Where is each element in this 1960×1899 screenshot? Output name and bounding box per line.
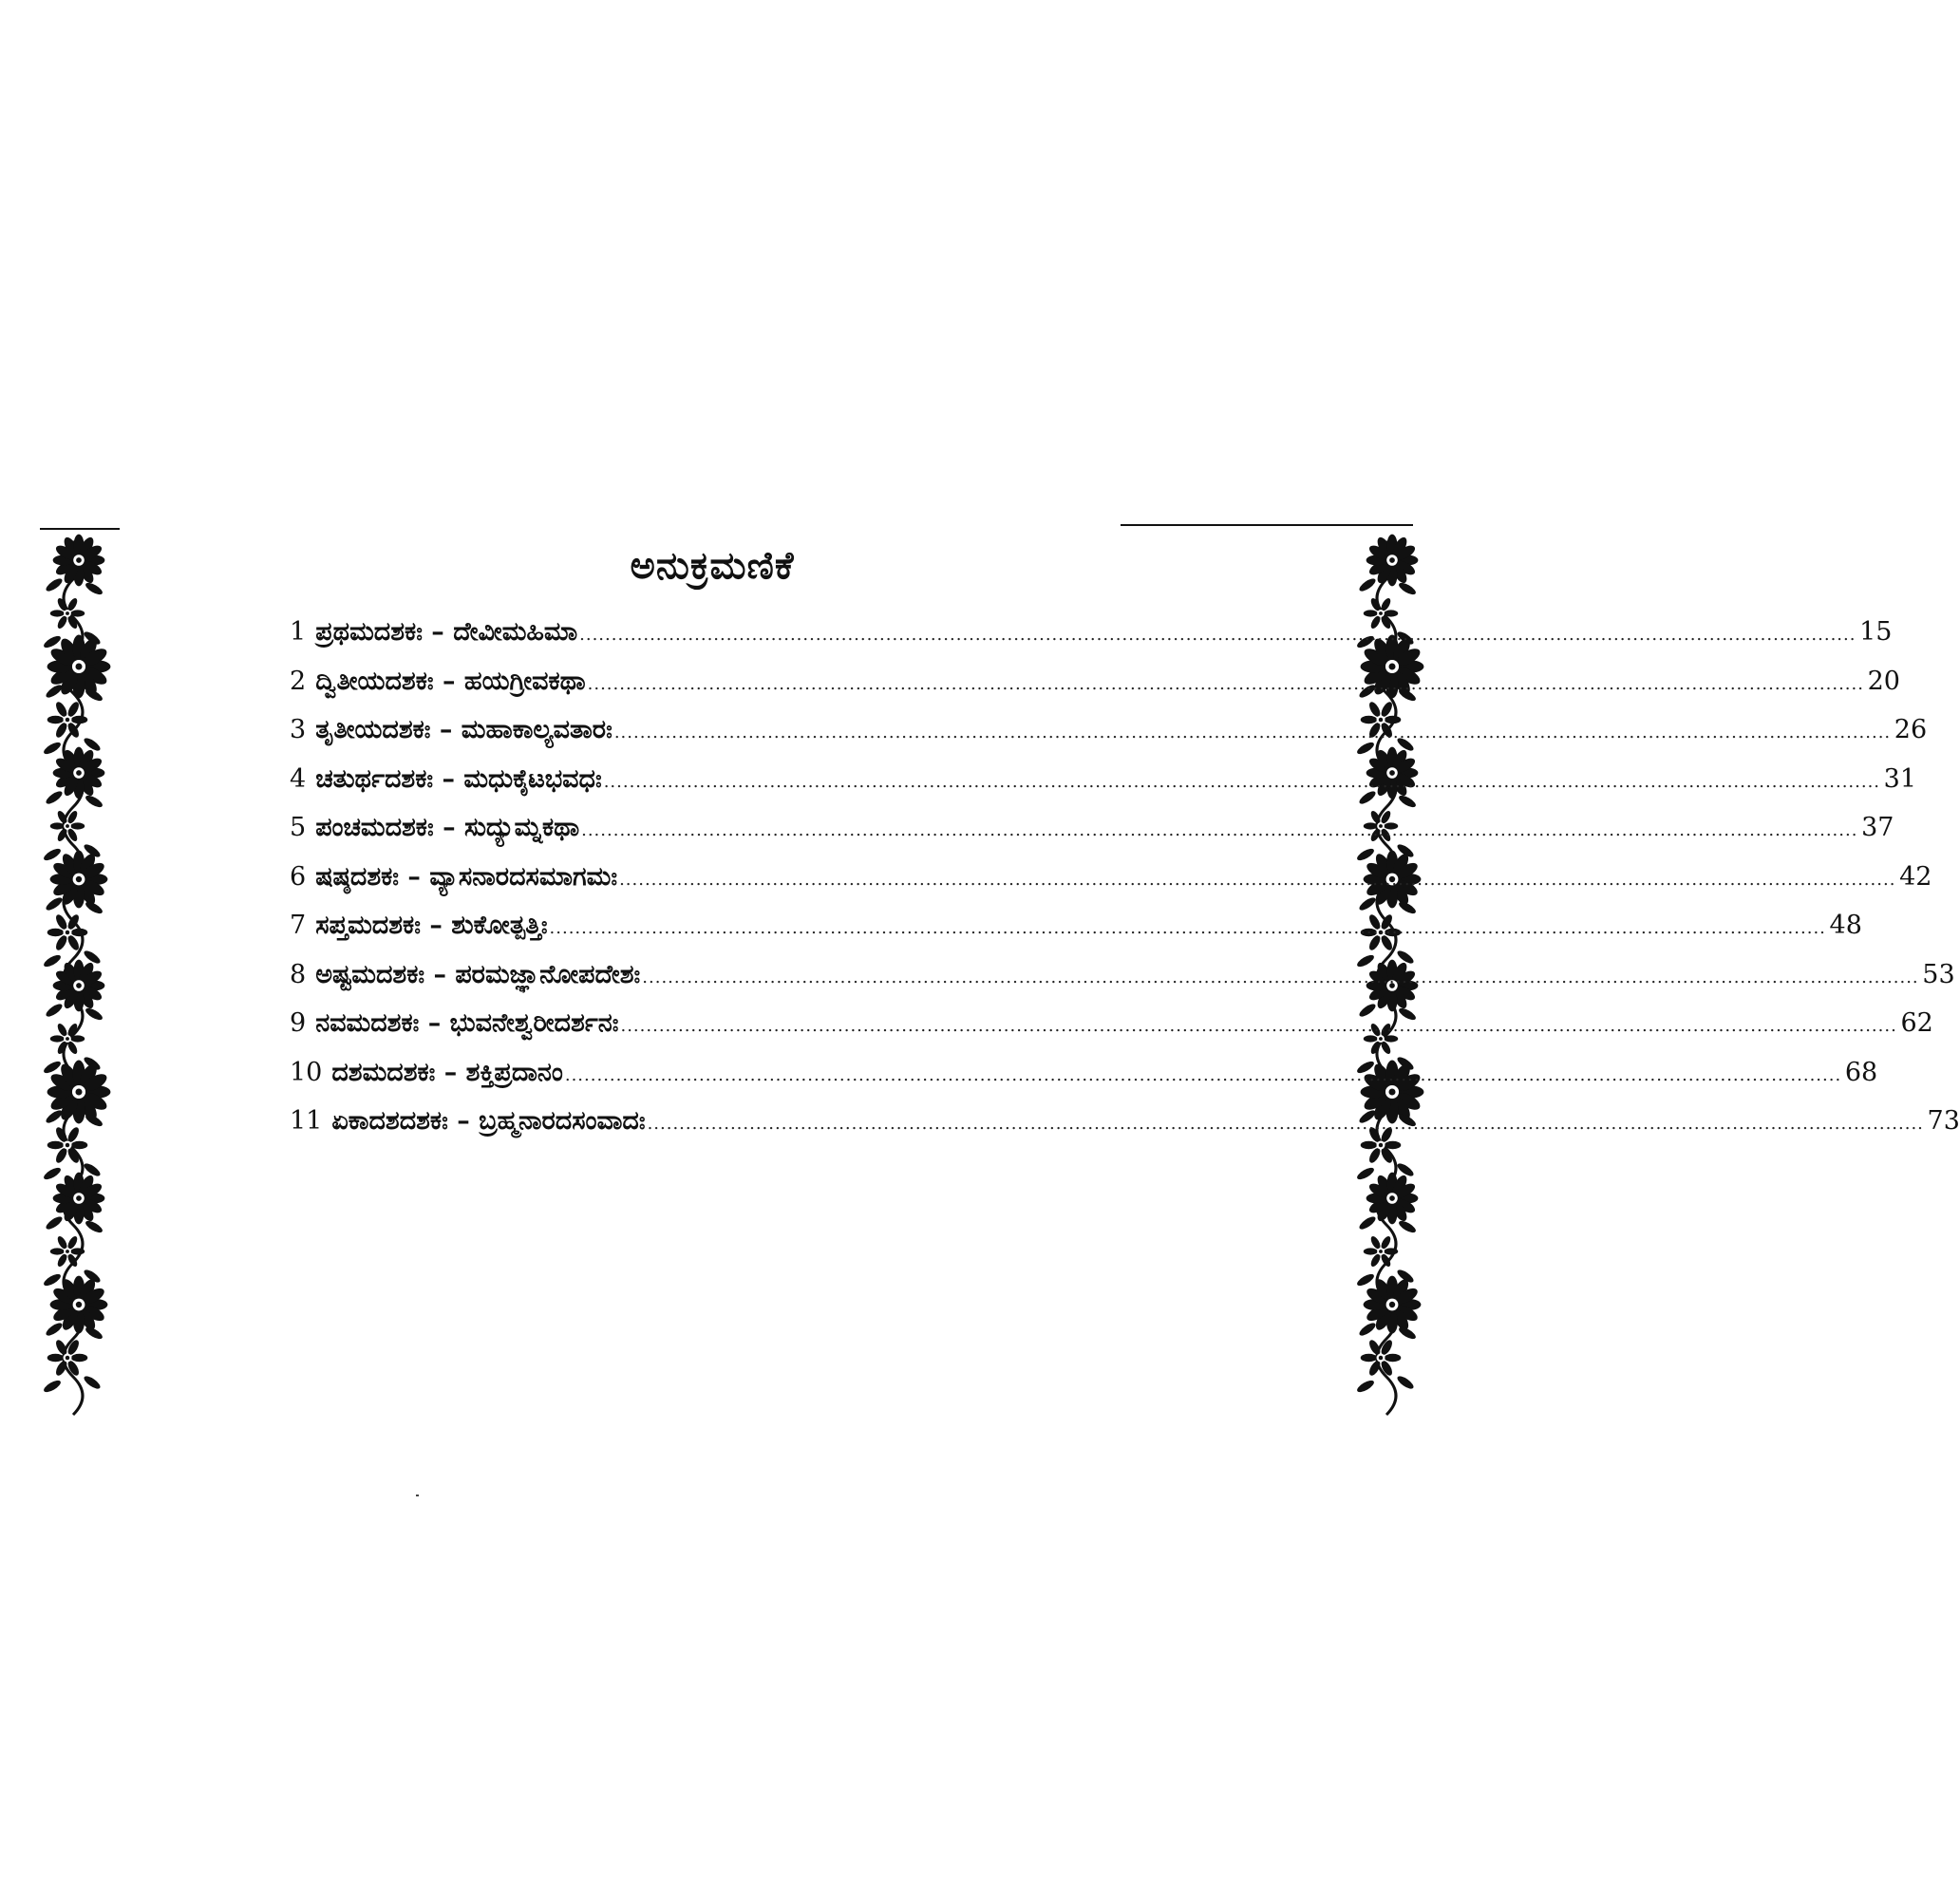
entry-page-number: 62 [1900, 1008, 1933, 1038]
top-rule-left [40, 528, 120, 530]
dot-leader: ........................................................................................................................................................................................................ [613, 723, 1892, 743]
entry-title: ದ್ವಿತೀಯದಶಕಃ – ಹಯಗ್ರೀವಕಥಾ [315, 666, 586, 696]
entry-number: 6 [290, 861, 307, 892]
toc-entry [290, 617, 1893, 667]
entry-title: ನವಮದಶಕಃ – ಭುವನೇಶ್ವರೀದರ್ಶನಃ [315, 1008, 619, 1038]
entry-title: ಏಕಾದಶದಶಕಃ – ಬ್ರಹ್ಮನಾರದಸಂವಾದಃ [331, 1106, 646, 1136]
toc-entry [290, 715, 1928, 764]
entry-number: 11 [290, 1106, 323, 1136]
dot-leader: ........................................................................................................................................................................................................ [603, 771, 1881, 792]
entry-number: 4 [290, 763, 307, 794]
dot-leader: ........................................................................................................................................................................................................ [549, 918, 1826, 938]
toc-entry [290, 861, 1932, 912]
entry-title: ತೃತೀಯದಶಕಃ – ಮಹಾಕಾಲ್ಯವತಾರಃ [315, 715, 612, 744]
toc-entry [290, 813, 1894, 862]
floral-border-left-icon [40, 532, 106, 1405]
top-rule-right [1121, 524, 1413, 526]
entry-number: 9 [290, 1008, 307, 1038]
toc-entry [290, 911, 1862, 960]
dot-leader: ........................................................................................................................................................................................................ [620, 1016, 1897, 1036]
entry-number: 1 [290, 617, 307, 647]
dot-leader: ........................................................................................................................................................................................................ [579, 625, 1856, 645]
toc-entry [290, 666, 1900, 716]
entry-title: ದಶಮದಶಕಃ – ಶಕ್ತಿಪ್ರದಾನಂ [331, 1057, 563, 1087]
entry-number: 3 [290, 715, 307, 744]
dot-leader: ........................................................................................................................................................................................................ [619, 869, 1896, 890]
table-of-contents [290, 617, 1960, 1156]
toc-entry [290, 1057, 1878, 1107]
entry-title: ಅಷ್ಟಮದಶಕಃ – ಪರಮಜ್ಞಾನೋಪದೇಶಃ [315, 959, 641, 989]
entry-page-number: 73 [1927, 1106, 1960, 1136]
toc-entry [290, 1008, 1933, 1058]
entry-page-number: 48 [1829, 911, 1862, 940]
print-speck [416, 1495, 419, 1496]
dot-leader: ........................................................................................................................................................................................................ [647, 1114, 1924, 1134]
entry-page-number: 68 [1844, 1057, 1878, 1087]
dot-leader: ........................................................................................................................................................................................................ [587, 673, 1864, 694]
entry-page-number: 15 [1859, 617, 1893, 647]
entry-number: 10 [290, 1057, 323, 1087]
entry-title: ಪ್ರಥಮದಶಕಃ – ದೇವೀಮಹಿಮಾ [315, 617, 578, 647]
entry-page-number: 26 [1894, 715, 1928, 744]
entry-page-number: 42 [1899, 861, 1932, 892]
entry-title: ಚತುರ್ಥದಶಕಃ – ಮಧುಕೈಟಭವಧಃ [315, 763, 602, 794]
entry-page-number: 53 [1922, 959, 1955, 989]
dot-leader: ........................................................................................................................................................................................................ [581, 820, 1858, 840]
entry-number: 5 [290, 813, 307, 842]
dot-leader: ........................................................................................................................................................................................................ [564, 1064, 1842, 1085]
dot-leader: ........................................................................................................................................................................................................ [642, 967, 1919, 987]
entry-number: 7 [290, 911, 307, 940]
entry-page-number: 37 [1861, 813, 1894, 842]
entry-number: 2 [290, 666, 307, 696]
entry-title: ಪಂಚಮದಶಕಃ – ಸುದ್ಯುಮ್ನಕಥಾ [315, 813, 580, 842]
toc-entry [290, 959, 1955, 1009]
toc-entry [290, 763, 1917, 814]
entry-title: ಸಪ್ತಮದಶಕಃ – ಶುಕೋತ್ಪತ್ತಿಃ [315, 911, 548, 940]
page-title: ಅನುಕ್ರಮಣಿಕೆ [630, 543, 795, 588]
entry-page-number: 31 [1883, 763, 1917, 794]
entry-page-number: 20 [1867, 666, 1900, 696]
entry-title: ಷಷ್ಠದಶಕಃ – ವ್ಯಾಸನಾರದಸಮಾಗಮಃ [315, 861, 618, 892]
toc-entry [290, 1106, 1960, 1156]
entry-number: 8 [290, 959, 307, 989]
